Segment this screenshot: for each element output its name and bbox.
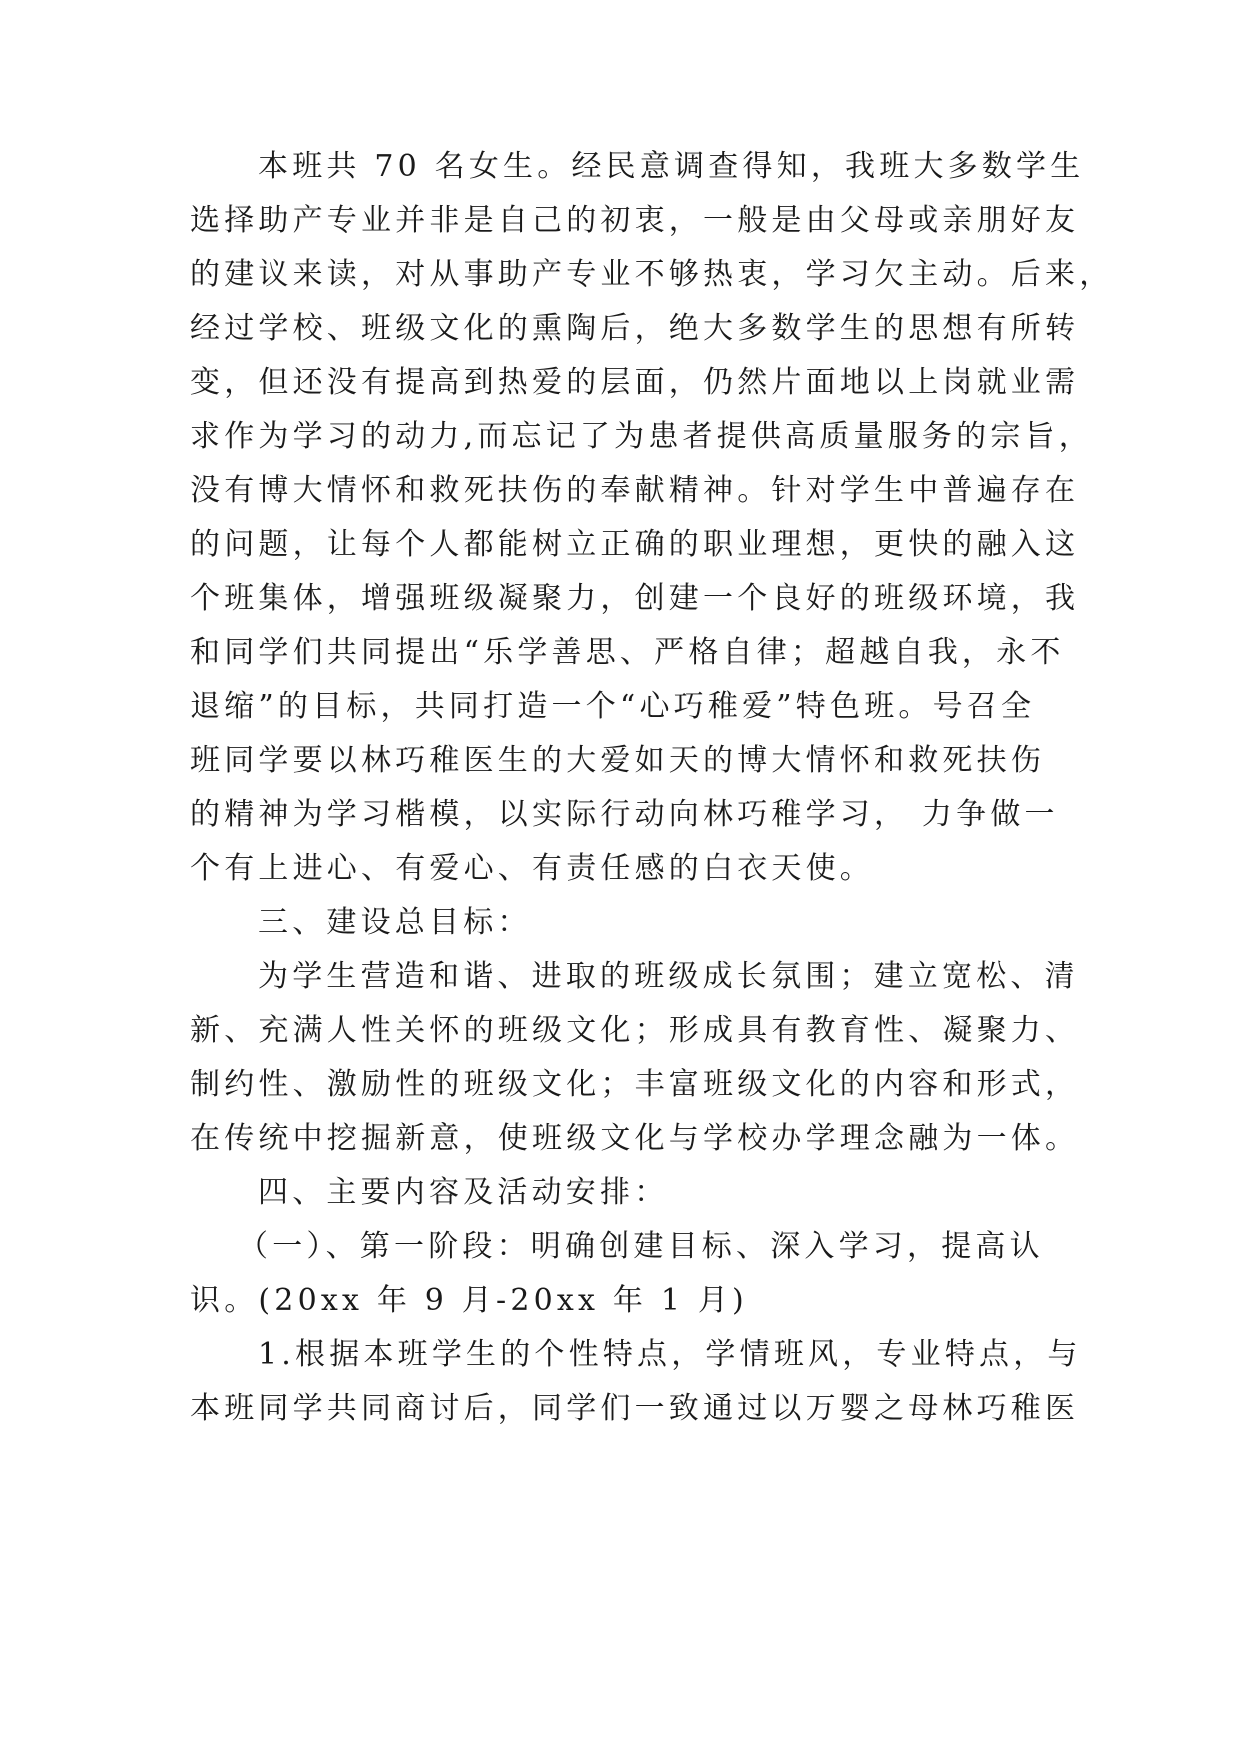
subsection-heading: （一）、第一阶段：明确创建目标、深入学习，提高认	[238, 1229, 1044, 1264]
text-line: 没有博大情怀和救死扶伤的奉献精神。针对学生中普遍存在	[190, 473, 1080, 508]
text-line: 和同学们共同提出“乐学善思、严格自律；超越自我，永不	[190, 635, 1065, 670]
text-line: 的问题，让每个人都能树立正确的职业理想，更快的融入这	[190, 527, 1080, 562]
text-line: 求作为学习的动力,而忘记了为患者提供高质量服务的宗旨，	[190, 419, 1093, 454]
text-line: 识。(20xx 年 9 月-20xx 年 1 月)	[190, 1283, 748, 1318]
text-line: 本班共 70 名女生。经民意调查得知，我班大多数学生	[258, 149, 1085, 184]
text-line: 新、充满人性关怀的班级文化；形成具有教育性、凝聚力、	[190, 1013, 1080, 1048]
section-heading: 四、主要内容及活动安排：	[258, 1175, 669, 1210]
section-heading: 三、建设总目标：	[258, 905, 532, 940]
text-line: 本班同学共同商讨后，同学们一致通过以万婴之母林巧稚医	[190, 1391, 1080, 1426]
text-line: 退缩”的目标，共同打造一个“心巧稚爱”特色班。号召全	[190, 689, 1036, 724]
text-line: 制约性、激励性的班级文化；丰富班级文化的内容和形式，	[190, 1067, 1080, 1102]
text-line: 的精神为学习楷模，以实际行动向林巧稚学习， 力争做一	[190, 797, 1059, 832]
text-line: 在传统中挖掘新意，使班级文化与学校办学理念融为一体。	[190, 1121, 1080, 1156]
text-line: 个有上进心、有爱心、有责任感的白衣天使。	[190, 851, 874, 886]
text-line: 为学生营造和谐、进取的班级成长氛围；建立宽松、清	[258, 959, 1079, 994]
text-line: 班同学要以林巧稚医生的大爱如天的博大情怀和救死扶伤	[190, 743, 1045, 778]
text-line: 变，但还没有提高到热爱的层面，仍然片面地以上岗就业需	[190, 365, 1080, 400]
text-line: 个班集体，增强班级凝聚力，创建一个良好的班级环境，我	[190, 581, 1080, 616]
text-line: 经过学校、班级文化的熏陶后，绝大多数学生的思想有所转	[190, 311, 1080, 346]
text-line: 选择助产专业并非是自己的初衷，一般是由父母或亲朋好友	[190, 203, 1080, 238]
text-line: 1.根据本班学生的个性特点，学情班风，专业特点，与	[258, 1337, 1082, 1372]
text-line: 的建议来读，对从事助产专业不够热衷，学习欠主动。后来，	[190, 257, 1114, 292]
